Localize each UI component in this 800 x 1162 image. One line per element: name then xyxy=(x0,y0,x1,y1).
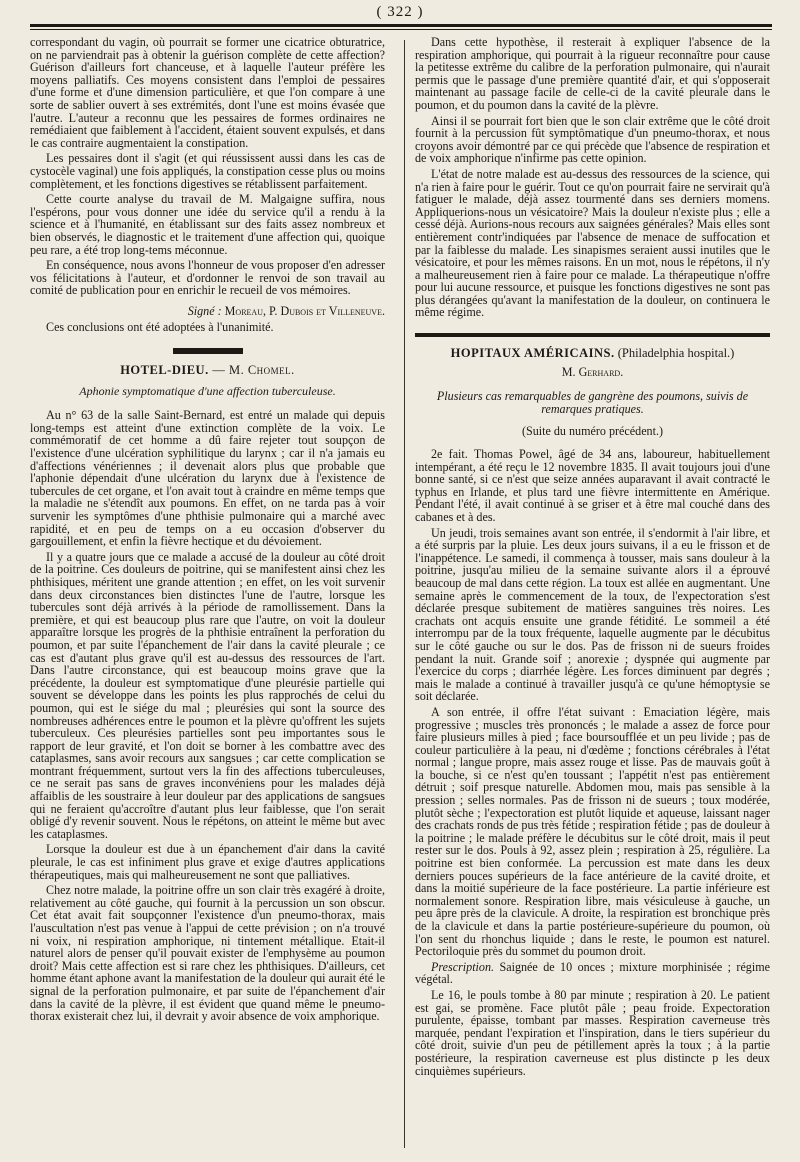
conclusion: Ces conclusions ont été adoptées à l'unanimité. xyxy=(46,320,274,335)
paragraph xyxy=(415,961,770,986)
paragraph: Dans cette hypothèse, il resterait à expliquer l'absence de la respiration amphorique, qui pourrait à la rigueur reconnaître pour cause la petitesse extrême du calibre de la perforation pulmonaire, qui n'aurait permis que le passage d'une première quantité d'air, et qui s'opposerait maintenant au passage facile de celle-ci de la cavité pleurale dans le poumon, et du poumon dans la cavité de la plèvre. xyxy=(415,35,770,112)
paragraph: En conséquence, nous avons l'honneur de vous proposer d'en adresser vos félicitations à l'auteur, et d'ordonner le renvoi de son travail au comité de publication pour en enrichir le recueil de vos mémoires. xyxy=(30,258,385,298)
hospital-place: (Philadelphia hospital.) xyxy=(617,346,735,361)
paragraph: Au n° 63 de la salle Saint-Bernard, est entré un malade qui depuis long-temps est atteint d'une extinction complète de la voix. Le commémoratif de cet homme a dû faire rejeter tout soupçon de l'existence d'une ulcération syphilitique du larynx ; car il n'a jamais eu d'affections vénériennes ; il devenait alors plus que probable que l'aphonie dépendait d'une ulcération du larynx due à l'existence de tubercules de cet organe, et l'on avait tout à craindre en même temps que la maladie ne s'étendît aux poumons. En effet, on ne tarda pas à voir survenir les symptômes d'une phthisie pulmonaire qui a marché avec rapidité, et en peu de temps on a eu occasion d'observer du gargouillement, et enfin la fièvre hectique et du dévoiement. xyxy=(30,408,385,549)
paragraph: Lorsque la douleur est due à un épanchement d'air dans la cavité pleurale, le cas est infiniment plus grave et exige d'autres applications thérapeutiques, mais qui malheureusement ne sont que palliatives. xyxy=(30,842,385,882)
section-heading xyxy=(415,347,770,360)
paragraph: Ainsi il se pourrait fort bien que le son clair extrême que le côté droit fournit à la percussion fût symptômatique d'un pneumo-thorax, et nous croyons avoir démontré par ce qui précède que l'absence de respiration et de voix amphorique n'infirme pas cette opinion. xyxy=(415,113,770,166)
header-rule xyxy=(30,24,772,27)
section-heading xyxy=(30,364,385,377)
paragraph: 2e fait. Thomas Powel, âgé de 34 ans, laboureur, habituellement intempérant, a été reçu le 12 novembre 1835. Il avait toujours joui d'une bonne santé, si ce n'est que seize années auparavant il avait contracté le typhus en Irlande, et plus tard une fièvre intermittente en Amérique. Pendant l'été, il avait continué à se griser et à être mal couché dans des cabanes et à des. xyxy=(415,447,770,524)
paragraph: Chez notre malade, la poitrine offre un son clair très exagéré à droite, relativement au côté gauche, qui fournit à la percussion un son obscur. Cet état avait fait soupçonner l'existence d'un pneumo-thorax, mais l'auscultation n'est pas venue à l'appui de cette prévision ; on n'a trouvé ni voix, ni respiration amphorique, ni tintement métallique. Etait-il naturel alors de penser qu'il pouvait exister de l'emphysème au poumon droit? Mais cette affection est si rare chez les phthisiques. D'ailleurs, cet homme étant aphone avant la manifestation de la douleur qui aurait été le signal de la perforation pulmonaire, et par suite de l'épanchement d'air dans la cavité de la plèvre, il est évident que quand même le pneumo-thorax existerait chez lui, il devrait y avoir absence de voix amphorique. xyxy=(30,883,385,1024)
column-separator xyxy=(404,40,405,1148)
hospital-title: HOTEL-DIEU. xyxy=(120,363,209,378)
header-rule-thin xyxy=(30,29,772,30)
section-divider xyxy=(415,333,770,337)
prescription-text: Saignée de 10 onces ; mixture morphinisée ; régime végétal. xyxy=(415,959,770,987)
paragraph: Il y a quatre jours que ce malade a accusé de la douleur au côté droit de la poitrine. Ces douleurs de poitrine, qui se manifestent ainsi chez les phthisiques, méritent une grande attention ; en effet, on les voit survenir dans deux circonstances bien distinctes l'une de l'autre, lorsque les tubercules sont déjà arrivés à la période de ramollissement. Dans la première, et qui est beaucoup plus rare que l'autre, on voit la douleur apparaître lorsque les progrès de la phthisie entraînent la perforation du poumon, et par suite l'épanchement de l'air dans la cavité pleurale ; ce cas est d'autant plus grave qu'il est au-dessus des ressources de l'art. Dans l'autre circonstance, qui est beaucoup moins grave que la précédente, la douleur est symptomatique d'une pleurésie partielle qui souvent se développe dans les points les plus rapprochés de celui du poumon, qui est le siége du mal ; pleurésies qui sont la source des nombreuses adhérences entre le poumon et la plèvre qu'offrent les sujets tuberculeux. Ces pleurésies partielles sont peu importantes sous le rapport de leur gravité, et l'on doit se borner à les combattre avec des cataplasmes, sans avoir recours aux sangsues ; car cette complication se montrant fréquemment, surtout vers la fin des affections tuberculeuses, ce ne serait pas sans de graves inconvéniens pour les malades déjà affaiblis de les soustraire à leur douleur par des applications de sangsues qui ne feraient qu'accroître d'autant plus leur faiblesse, que l'on serait obligé d'y revenir souvent. Nous le répétons, on atteint le même but avec les cataplasmes. xyxy=(30,549,385,841)
paragraph: Les pessaires dont il s'agit (et qui réussissent aussi dans les cas de cystocèle vaginal) une fois appliqués, la constipation cesse plus ou moins complètement, et les fonctions digestives se rétablissent parfaitement. xyxy=(30,151,386,191)
section-author xyxy=(415,366,770,379)
author-name: M. Gerhard. xyxy=(561,364,624,379)
paragraph: Un jeudi, trois semaines avant son entrée, il s'endormit à l'air libre, et a été surpris par la pluie. Les deux jours suivans, il a eu le frisson et de l'inappétence. Le samedi, il commença à tousser, mais sans douleur à la poitrine, jusqu'au milieu de la semaine suivante alors il a éprouvé beaucoup de mal dans cette région. La toux est allée en augmentant. Une semaine après le commencement de la toux, de l'expectoration s'est déclarée presque subitement de matières sanguines très noires. Les crachats ont acquis ensuite une grande fétidité. Le sommeil a été interrompu par de la toux fréquente, laquelle augmente par le décubitus sur le côté gauche ou sur le dos. Pas de frisson ni de sueurs froides pendant la nuit. Grande soif ; anorexie ; dyspnée qui augmente par l'exercice du corps ; diarrhée légère. Les forces diminuent par degrés ; mais le malade a continué à travailler jusqu'à ce qu'une hémoptysie se soit déclarée. xyxy=(415,525,770,704)
paragraph: L'état de notre malade est au-dessus des ressources de la science, qui n'a rien à faire pour le guérir. Tout ce qu'on pourrait faire ne servirait qu'à fatiguer le malade, déjà assez tourmenté dans ses derniers momens. Appliquerions-nous un vésicatoire? Mais la douleur n'existe plus ; elle a cessé déjà. Aurions-nous recours aux saignées générales? Mais elles sont entièrement contr'indiquées par l'absence de menace de suffocation et par la faiblesse du malade. Les sinapismes seraient aussi inutiles que le vésicatoire, et pour les mêmes raisons. En un mot, nous le répétons, il n'y a malheureusement rien à faire pour ce malade. La thérapeutique n'offre pour lui aucune ressource, et puisque les fonctions digestives ne sont pas plus dérangées qu'avant la manifestation de la douleur, on continuera le même régime. xyxy=(415,166,770,320)
hospital-title: HOPITAUX AMÉRICAINS. xyxy=(450,346,615,361)
right-column xyxy=(415,36,770,1080)
continuation-note: (Suite du numéro précédent.) xyxy=(521,424,664,439)
prescription-label: Prescription. xyxy=(431,959,495,974)
paragraph: Le 16, le pouls tombe à 80 par minute ; respiration à 20. Le patient est gai, se promène. Face plutôt pâle ; peau froide. Expectoration purulente, épaisse, tombant par masses. Respiration caverneuse très marquée, pendant l'expiration et l'inspiration, dans le tiers supérieur du côté droit, suivie d'un peu de pétillement après la toux ; à la partie postérieure, la respiration caverneuse est plus distincte p les deux cinquièmes supérieurs. xyxy=(415,987,770,1078)
section-subtitle: Plusieurs cas remarquables de gangrène des poumons, suivis de remarques pratiques. xyxy=(436,389,749,416)
paragraph: Cette courte analyse du travail de M. Malgaigne suffira, nous l'espérons, pour vous donner une idée du service qu'il a rendu à la science et à l'humanité, en établissant sur des faits assez nombreux et bien observés, le diagnostic et le traitement d'une affection qui, quoique peu rare, a été trop long-tems méconnue. xyxy=(30,192,385,257)
signature-line xyxy=(30,305,385,318)
section-subtitle: Aphonie symptomatique d'une affection tuberculeuse. xyxy=(79,383,336,398)
paragraph: A son entrée, il offre l'état suivant : Emaciation légère, mais progressive ; muscles très prononcés ; le malade a assez de force pour faire plusieurs milles à pied ; face boursoufflée et un peu livide ; pas de couleur particulière à la peau, ni d'œdème ; fonctions cérébrales à l'état normal ; langue propre, mais assez rouge et lisse. Pas de mauvais goût à la bouche, si ce n'est qu'en toussant ; l'appétit n'est pas entièrement détruit ; soif presque naturelle. Abdomen mou, mais pas sensible à la pression ; selles normales. Pas de frisson ni de sueurs ; toux modérée, plutôt sèche ; l'expectoration est plutôt liquide et aqueuse, laissant nager des crachats ronds de pus très fétide ; respiration fétide ; pas de douleur à la poitrine ; le malade préfère le décubitus sur le côté droit, mais il peut rester sur le dos. Pouls à 92, assez plein ; respiration à 25, régulière. La poitrine est bien conformée. La percussion est mate dans les deux derniers pouces supérieurs de la face antérieure de la cavité droite, et dans la moitié supérieure de la face postérieure. La partie inférieure est normalement sonore. Respiration libre, mais vésiculeuse à gauche, un peu âpre près de la clavicule. A droite, la respiration est bronchique près de la clavicule et dans la partie postérieure-supérieure du poumon, où l'on sent du rhonchus liquide ; dans le reste, le poumon est naturel. Pectoriloquie près du sommet du poumon droit. xyxy=(415,704,770,959)
page-number: ( 322 ) xyxy=(376,4,424,20)
section-divider xyxy=(173,348,243,354)
signature-names: Moreau, P. Dubois et Villeneuve. xyxy=(224,303,385,318)
paragraph: correspondant du vagin, où pourrait se former une cicatrice obturatrice, on ne parviendrait pas à obtenir la guérison complète de cette affection? Guérison d'ailleurs fort chanceuse, et à laquelle l'auteur préfère les moyens palliatifs. Ces moyens consistent dans l'emploi de pessaires d'une forme et d'une dimension particulière, et que l'on compare à une sorte de sablier ouvert à ses extrémités, dont l'une est moins évasée que l'autre. L'auteur a reconnu que les pessaires de formes ordinaires ne remédiaient que faiblement à l'accident, étaient souvent expulsés, et dans le cas contraire augmentaient la constipation. xyxy=(30,35,385,150)
left-column xyxy=(30,36,385,1026)
signature-label: Signé : xyxy=(187,303,222,318)
hospital-author: — M. Chomel. xyxy=(212,363,295,378)
